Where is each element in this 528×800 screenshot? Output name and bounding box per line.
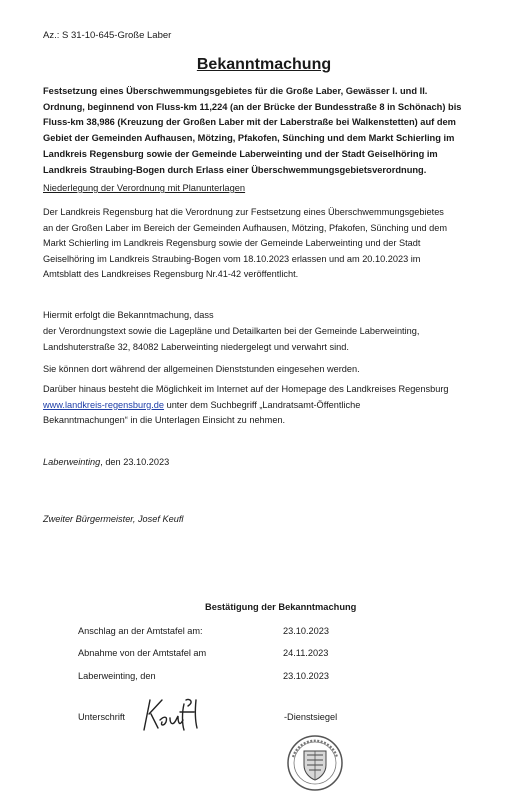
paragraph-line: Bekanntmachungen“ in die Unterlagen Einsicht zu nehmen. [43, 415, 286, 425]
confirmation-value: 23.10.2023 [283, 671, 329, 681]
paragraph-announcement: Hiermit erfolgt die Bekanntmachung, dass [43, 310, 214, 320]
lead-line: Landkreis Straubing-Bogen durch Erlass einer Überschwemmungsgebietsverordnung. [43, 164, 427, 175]
website-link[interactable]: www.landkreis-regensburg.de [43, 399, 165, 410]
confirmation-value: 24.11.2023 [283, 648, 329, 658]
paragraph-line: Amtsblatt des Landkreises Regensburg Nr.41-42 veröffentlicht. [43, 269, 299, 279]
lead-line: Landkreis Regensburg sowie der Gemeinde Laberweinting und der Stadt Geiselhöring im [43, 148, 438, 159]
seal-label: -Dienstsiegel [284, 712, 338, 722]
paragraph-line: Der Landkreis Regensburg hat die Verordnung zur Festsetzung eines Überschwemmungsgebietes [43, 207, 444, 217]
paragraph-office-hours: Sie können dort während der allgemeinen Dienststunden eingesehen werden. [43, 364, 360, 374]
confirmation-value: 23.10.2023 [283, 626, 329, 636]
official-seal [285, 733, 345, 793]
confirmation-label: Laberweinting, den [78, 671, 156, 681]
paragraph-line: Landshuterstraße 32, 84082 Laberweinting niedergelegt und verwahrt sind. [43, 341, 349, 352]
confirmation-label: Anschlag an der Amtstafel am: [78, 626, 203, 636]
paragraph-online [43, 382, 493, 429]
confirmation-label: Abnahme von der Amtstafel am [78, 648, 207, 658]
lead-line: Fluss-km 38,986 (Kreuzung der Großen Laber mit der Laberstraße bei Walkenstetten) auf dem [43, 117, 456, 128]
page-title: Bekanntmachung [196, 56, 332, 73]
lead-paragraph [43, 84, 488, 178]
place-name: Laberweinting [43, 457, 101, 467]
paragraph-line: an der Großen Laber im Bereich der Gemeinden Aufhausen, Mötzing, Pfakofen, Sünching und dem [43, 222, 447, 233]
reference-number: Az.: S 31-10-645-Große Laber [43, 30, 172, 41]
paragraph-line: der Verordnungstext sowie die Lagepläne und Detailkarten bei der Gemeinde Laberweinting, [43, 326, 420, 336]
paragraph-text: unter dem Suchbegriff „Landratsamt-Öffentliche [164, 399, 361, 410]
paragraph-ordinance [43, 205, 493, 283]
paragraph-deposit [43, 324, 493, 355]
confirmation-title: Bestätigung der Bekanntmachung [205, 602, 357, 612]
lead-line: Festsetzung eines Überschwemmungsgebietes für die Große Laber, Gewässer I. und II. [43, 86, 428, 96]
date-text: , den 23.10.2023 [100, 457, 170, 467]
signer-name: Zweiter Bürgermeister, Josef Keufl [43, 514, 184, 524]
paragraph-line: Darüber hinaus besteht die Möglichkeit im Internet auf der Homepage des Landkreises Regensburg [43, 384, 449, 394]
lead-line: Gebiet der Gemeinden Aufhausen, Mötzing, Pfakofen, Sünching und dem Markt Schierling im [43, 133, 455, 144]
place-date [43, 457, 169, 467]
paragraph-line: Geiselhöring im Landkreis Straubing-Bogen vom 18.10.2023 erlassen und am 20.10.2023 im [43, 253, 421, 264]
paragraph-line: Markt Schierling im Landkreis Regensburg sowie der Gemeinde Laberweinting und der Stadt [43, 238, 421, 248]
signature-label: Unterschrift [78, 712, 125, 722]
subheading: Niederlegung der Verordnung mit Planunterlagen [43, 183, 246, 193]
paragraph-line [43, 398, 493, 414]
handwritten-signature [140, 694, 202, 734]
lead-line: Ordnung, beginnend von Fluss-km 11,224 (an der Brücke der Bundesstraße 8 in Schönach) bis [43, 101, 462, 112]
